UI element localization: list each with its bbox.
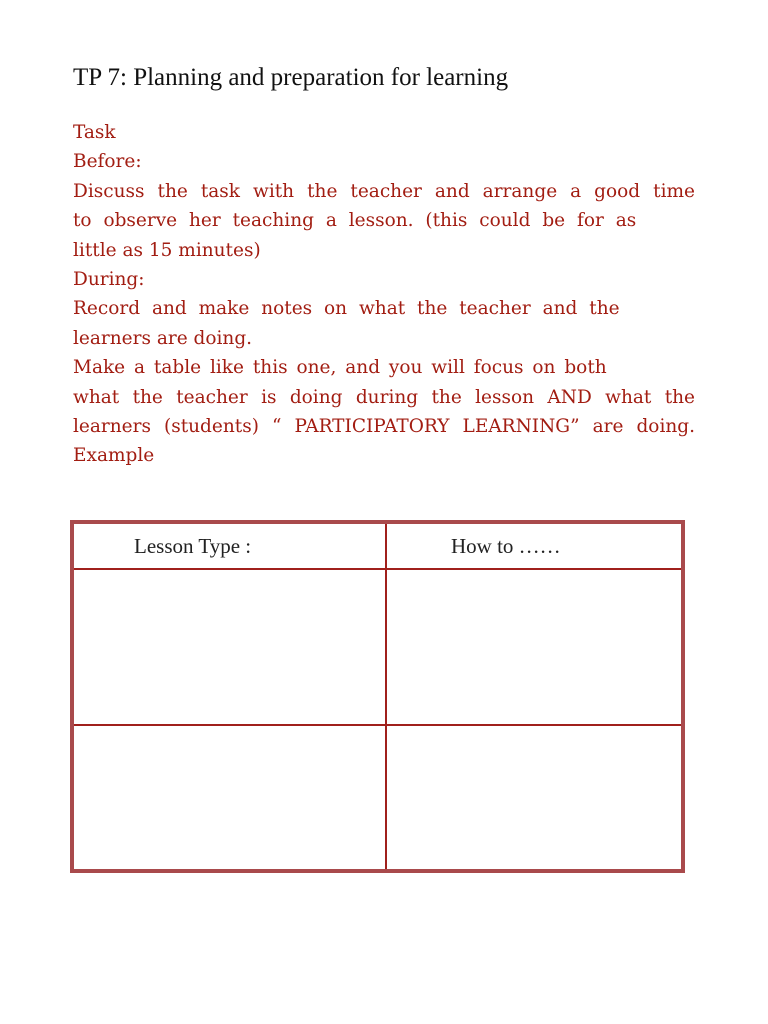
instruction-line: Discuss the task with the teacher and arrange a good time (73, 180, 695, 202)
instruction-line: learners are doing. (73, 327, 253, 349)
task-instructions (73, 118, 695, 471)
table-cell (387, 726, 681, 869)
header-how-to: How to …… (451, 534, 561, 558)
during-heading: During: (73, 269, 145, 291)
instruction-line: Record and make notes on what the teacher and the (73, 298, 620, 320)
table-cell (74, 570, 385, 724)
example-table (70, 520, 685, 873)
table-cell (74, 726, 385, 869)
task-heading: Task (73, 122, 116, 143)
instruction-line: Make a table like this one, and you will focus on both (73, 357, 607, 379)
instruction-line: what the teacher is doing during the lesson AND what the (73, 386, 695, 408)
table-cell (387, 570, 681, 724)
header-lesson-type: Lesson Type : (134, 534, 252, 558)
page-title: TP 7: Planning and preparation for learning (73, 64, 509, 91)
instruction-line: to observe her teaching a lesson. (this could be for as (73, 210, 637, 232)
instruction-line: learners (students) “ PARTICIPATORY LEARNING” are doing. (73, 416, 695, 438)
example-heading: Example (73, 445, 155, 467)
instruction-line: little as 15 minutes) (73, 239, 261, 261)
before-heading: Before: (73, 151, 142, 173)
